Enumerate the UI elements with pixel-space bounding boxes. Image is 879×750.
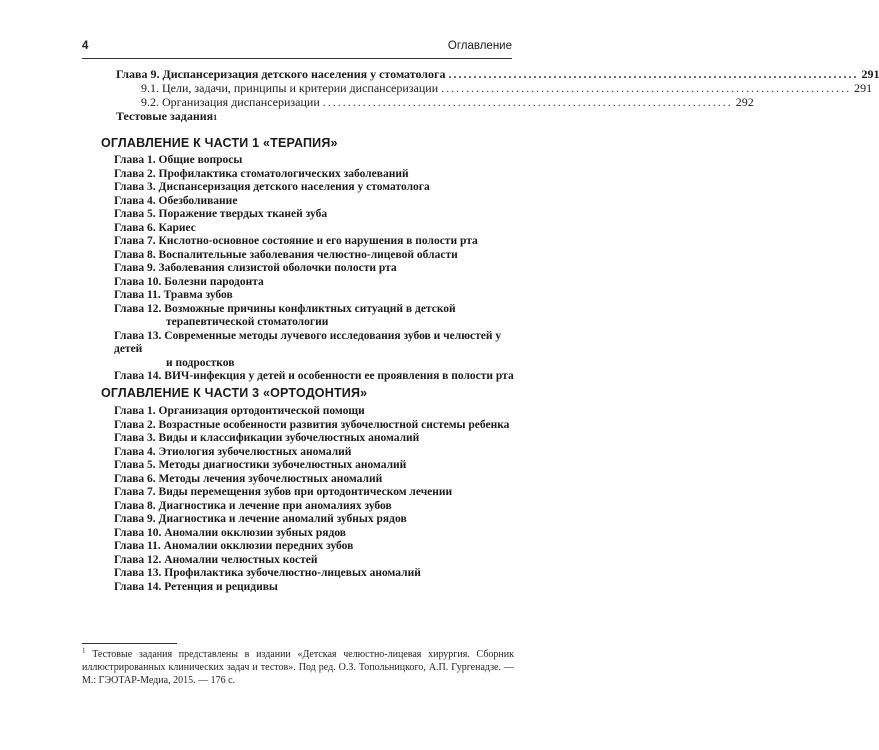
toc-entry-page: 291	[854, 81, 873, 95]
toc-entry[interactable]	[116, 67, 879, 81]
chapter-item[interactable]: Глава 14. ВИЧ-инфекция у детей и особенности ее проявления в полости рта	[114, 370, 514, 382]
toc-entry-page: 292	[735, 95, 754, 109]
part3-chapter-list	[114, 405, 514, 594]
chapter-item[interactable]: Глава 10. Аномалии окклюзии зубных рядов	[114, 526, 347, 539]
chapter-item[interactable]: Глава 1. Организация ортодонтической помощи	[114, 405, 365, 417]
chapter-item[interactable]: Глава 8. Диагностика и лечение при аномалиях зубов	[114, 499, 392, 512]
chapter-item[interactable]	[114, 330, 514, 371]
chapter-item[interactable]: Глава 7. Виды перемещения зубов при ортодонтическом лечении	[114, 486, 453, 498]
chapter-item[interactable]	[114, 303, 514, 330]
part1-title: ОГЛАВЛЕНИЕ К ЧАСТИ 1 «ТЕРАПИЯ»	[101, 136, 338, 150]
leader-dots: ..................................................................................	[441, 81, 852, 95]
chapter-item[interactable]: Глава 13. Профилактика зубочелюстно-лицевых аномалий	[114, 567, 421, 579]
chapter-label-continuation: терапевтической стоматологии	[166, 316, 329, 328]
toc-entry[interactable]	[141, 95, 754, 109]
chapter-label: Глава 13. Современные методы лучевого исследования зубов и челюстей у детей	[114, 329, 502, 355]
toc-entry-page: 291	[861, 67, 879, 81]
tests-entry-label: Тестовые задания	[116, 109, 214, 123]
chapter-item[interactable]: Глава 4. Обезболивание	[114, 194, 238, 207]
section-title: Оглавление	[447, 40, 512, 52]
part1-chapter-list	[114, 154, 514, 384]
chapter-label-continuation: и подростков	[166, 356, 235, 369]
chapter-item[interactable]: Глава 8. Воспалительные заболевания челюстно-лицевой области	[114, 248, 458, 261]
running-header	[82, 40, 512, 56]
tests-entry[interactable]: Тестовые задания 1	[116, 109, 218, 123]
toc-entry[interactable]	[141, 81, 873, 95]
footnote-mark: 1	[82, 646, 86, 655]
chapter-item[interactable]: Глава 5. Методы диагностики зубочелюстных аномалий	[114, 459, 407, 471]
chapter-item[interactable]: Глава 14. Ретенция и рецидивы	[114, 580, 278, 593]
chapter-item[interactable]: Глава 11. Травма зубов	[114, 289, 233, 301]
chapter-item[interactable]: Глава 12. Аномалии челюстных костей	[114, 553, 318, 566]
chapter-item[interactable]: Глава 2. Возрастные особенности развития зубочелюстной системы ребенка	[114, 418, 510, 431]
toc-entry-label: 9.1. Цели, задачи, принципы и критерии диспансеризации	[141, 81, 439, 95]
chapter-item[interactable]: Глава 9. Диагностика и лечение аномалий зубных рядов	[114, 513, 407, 525]
chapter-item[interactable]: Глава 6. Методы лечения зубочелюстных аномалий	[114, 472, 383, 485]
part3-title: ОГЛАВЛЕНИЕ К ЧАСТИ 3 «ОРТОДОНТИЯ»	[101, 386, 368, 400]
chapter-item[interactable]: Глава 2. Профилактика стоматологических заболеваний	[114, 167, 409, 180]
chapter-item[interactable]: Глава 1. Общие вопросы	[114, 154, 243, 166]
chapter-label: Глава 12. Возможные причины конфликтных ситуаций в детской	[114, 302, 456, 315]
toc-entry-label: Глава 9. Диспансеризация детского населения у стоматолога	[116, 67, 446, 81]
chapter-item[interactable]: Глава 6. Кариес	[114, 221, 196, 234]
chapter-item[interactable]: Глава 4. Этиология зубочелюстных аномалий	[114, 445, 352, 458]
leader-dots: ..................................................................................	[322, 95, 733, 109]
chapter-item[interactable]: Глава 3. Диспансеризация детского населения у стоматолога	[114, 181, 430, 193]
chapter-item[interactable]: Глава 9. Заболевания слизистой оболочки полости рта	[114, 262, 397, 274]
footnote	[82, 648, 514, 687]
page-number: 4	[82, 40, 89, 52]
chapter-item[interactable]: Глава 5. Поражение твердых тканей зуба	[114, 208, 328, 220]
footnote-divider	[82, 643, 177, 644]
chapter-item[interactable]: Глава 7. Кислотно-основное состояние и его нарушения в полости рта	[114, 235, 478, 247]
header-divider	[82, 58, 512, 59]
chapter-item[interactable]: Глава 11. Аномалии окклюзии передних зубов	[114, 540, 354, 552]
footnote-text: Тестовые задания представлены в издании «Детская челюстно-лицевая хирургия. Сборник иллюстрированных клинических задач и тестов». Под ред. О.З. Топольницкого, А.П. Гургенадзе. — М.: ГЭОТАР-Медиа, 2015. — 176 с.	[82, 649, 514, 686]
toc-entry-label: 9.2. Организация диспансеризации	[141, 95, 320, 109]
chapter-item[interactable]: Глава 3. Виды и классификации зубочелюстных аномалий	[114, 432, 420, 444]
leader-dots: ..................................................................................	[448, 67, 859, 81]
chapter-item[interactable]: Глава 10. Болезни пародонта	[114, 275, 264, 288]
